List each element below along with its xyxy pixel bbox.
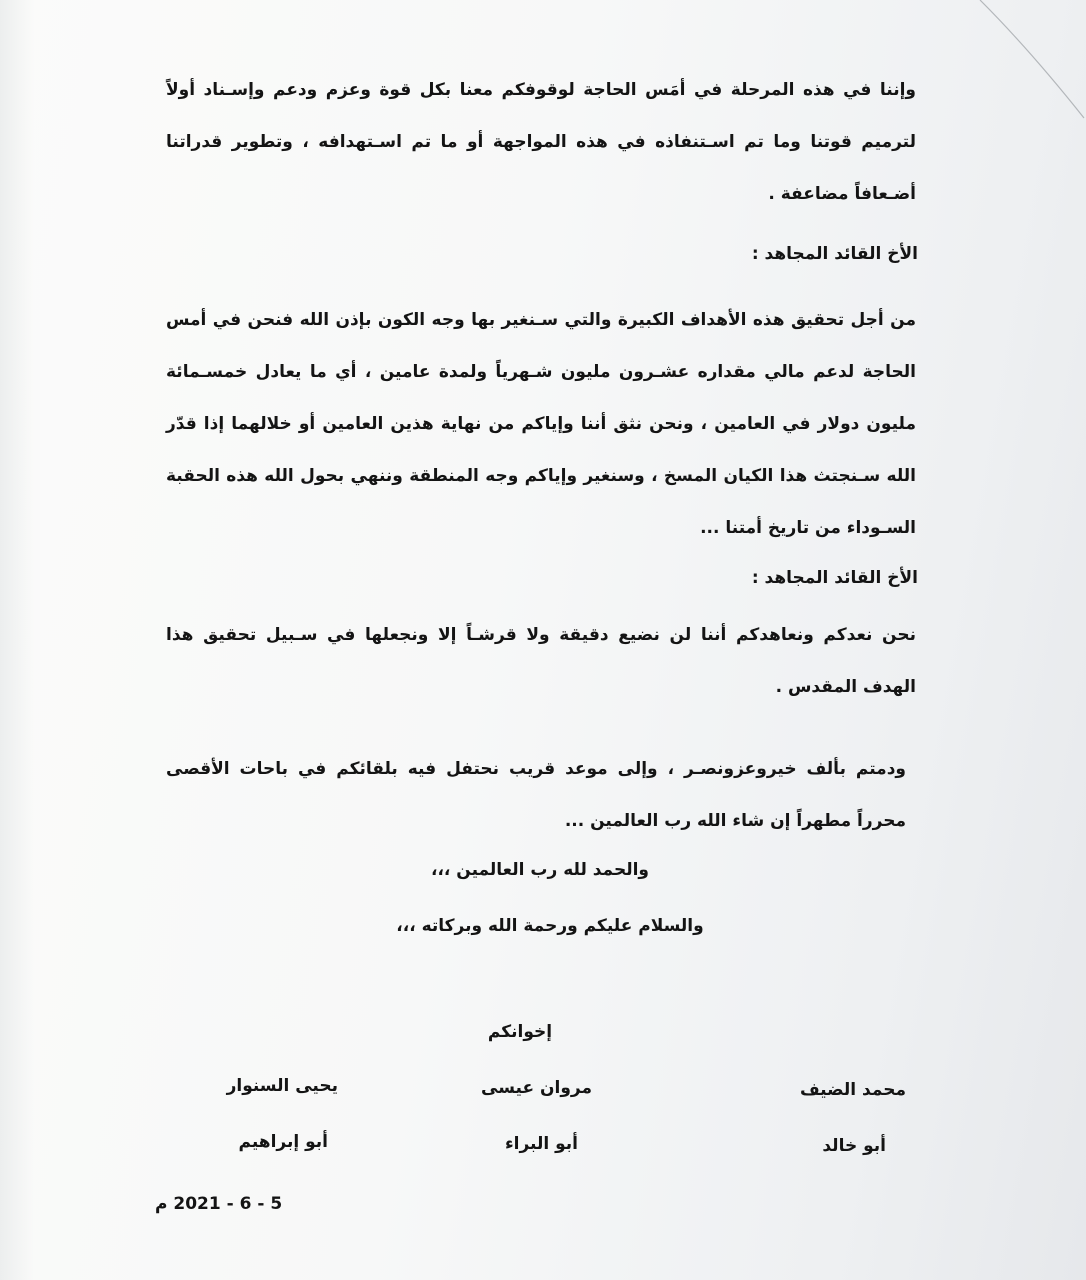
page-edge-shadow	[0, 0, 34, 1280]
paragraph-support-request: وإننا في هذه المرحلة في أمَس الحاجة لوقوفكم معنا بكل قوة وعزم ودعم وإسـناد أولاً لترميم قوتنا وما تم اسـتنفاذه في هذه المواجهة أو ما تم اسـتهدافه ، وتطوير قدراتنا أضـعافاً مضاعفة .	[166, 80, 916, 204]
signatory-kunya: أبو إبراهيم	[238, 1132, 328, 1152]
signatory-name: مروان عيسى	[481, 1078, 592, 1098]
heading-brother-leader-2: الأخ القائد المجاهد :	[751, 568, 918, 588]
corner-fold-line	[960, 0, 1086, 140]
signatory-kunya: أبو البراء	[504, 1134, 578, 1154]
paragraph-farewell: ودمتم بألف خيروعزونصـر ، وإلى موعد قريب نحتفل فيه بلقائكم في باحات الأقصى محرراً مطهراً إن شاء الله رب العالمين ...	[166, 759, 906, 831]
heading-brother-leader-1: الأخ القائد المجاهد :	[751, 244, 918, 264]
signatory-name: محمد الضيف	[799, 1080, 906, 1100]
paragraph-financial-support: من أجل تحقيق هذه الأهداف الكبيرة والتي سـنغير بها وجه الكون بإذن الله فنحن في أمس الحاجة لدعم مالي مقداره عشـرون مليون شـهرياً ولمدة عامين ، أي ما يعادل خمسـمائة مليون دولار في العامين ، ونحن نثق أننا وإياكم من نهاية هذين العامين أو خلالهما إذا قدّر الله سـنجتث هذا الكيان المسخ ، وسنغير وإياكم وجه المنطقة وننهي بحول الله هذه الحقبة السـوداء من تاريخ أمتنا ...	[166, 310, 916, 538]
signatory-name: يحيى السنوار	[226, 1076, 338, 1096]
closing-brothers: إخوانكم	[487, 1022, 553, 1042]
closing-salutation: والسلام عليكم ورحمة الله وبركاته ،،،	[396, 916, 704, 936]
paragraph-pledge: نحن نعدكم ونعاهدكم أننا لن نضيع دقيقة ولا قرشـاً إلا ونجعلها في سـبيل تحقيق هذا الهدف المقدس .	[166, 625, 916, 697]
closing-praise: والحمد لله رب العالمين ،،،	[430, 860, 649, 880]
document-date: 5 - 6 - 2021 م	[155, 1194, 283, 1214]
signatory-kunya: أبو خالد	[822, 1136, 886, 1156]
